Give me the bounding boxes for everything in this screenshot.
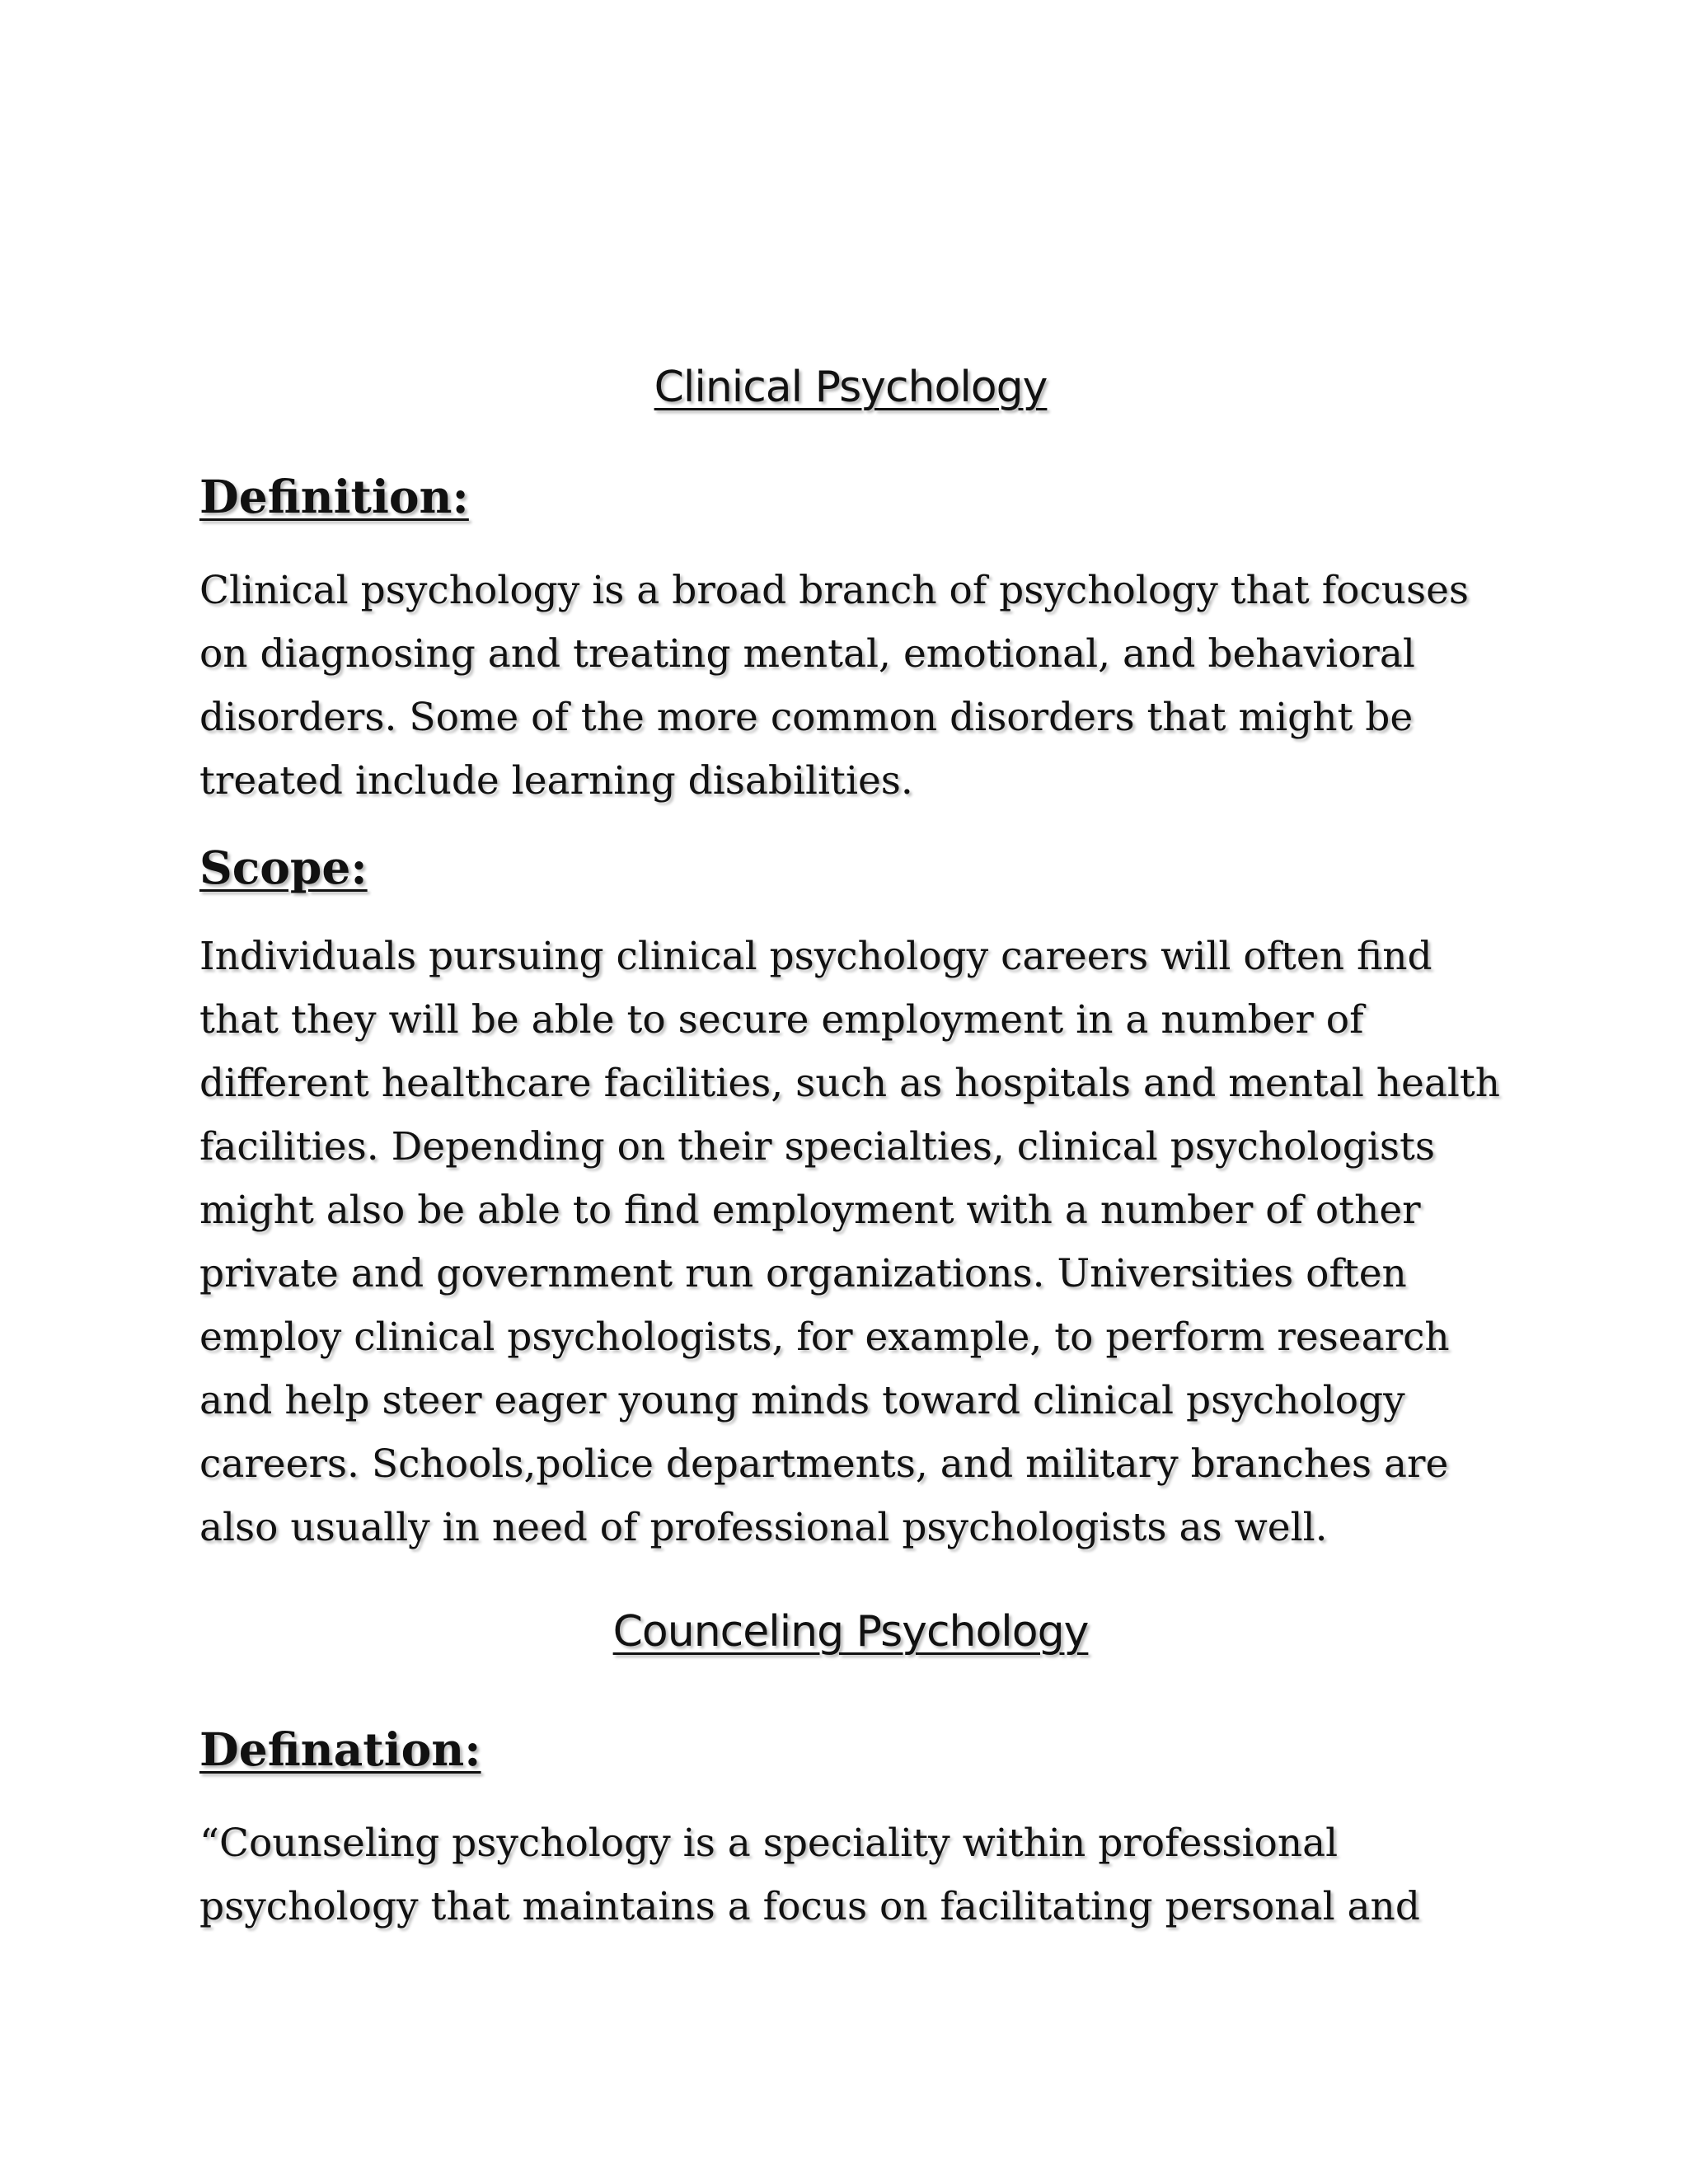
- definition-paragraph: [199, 559, 1469, 813]
- paragraph-line: disorders. Some of the more common disorders that might be: [199, 695, 1414, 740]
- paragraph-line: different healthcare facilities, such as hospitals and mental health: [199, 1061, 1501, 1106]
- definition-heading: Definition:: [199, 470, 469, 523]
- section-title-clinical-psychology: Clinical Psychology: [654, 363, 1048, 412]
- paragraph-line: that they will be able to secure employment in a number of: [199, 997, 1364, 1043]
- paragraph-line: and help steer eager young minds toward clinical psychology: [199, 1378, 1405, 1423]
- scope-paragraph: [199, 925, 1500, 1559]
- section-title-counceling-psychology: Counceling Psychology: [612, 1607, 1089, 1657]
- defination-paragraph: [199, 1811, 1420, 1938]
- paragraph-line: might also be able to find employment with a number of other: [199, 1188, 1421, 1233]
- paragraph-line: employ clinical psychologists, for example, to perform research: [199, 1315, 1450, 1360]
- paragraph-line: private and government run organizations. Universities often: [199, 1251, 1407, 1296]
- paragraph-line: Clinical psychology is a broad branch of psychology that focuses: [199, 568, 1470, 613]
- paragraph-line: treated include learning disabilities.: [199, 758, 913, 804]
- paragraph-line: facilities. Depending on their specialties, clinical psychologists: [199, 1124, 1435, 1169]
- paragraph-line: also usually in need of professional psychologists as well.: [199, 1505, 1328, 1550]
- paragraph-line: Individuals pursuing clinical psychology careers will often find: [199, 934, 1432, 979]
- paragraph-line: on diagnosing and treating mental, emotional, and behavioral: [199, 631, 1415, 677]
- paragraph-line: careers. Schools,police departments, and military branches are: [199, 1441, 1449, 1487]
- defination-heading: Defination:: [199, 1722, 481, 1776]
- paragraph-line: “Counseling psychology is a speciality within professional: [199, 1821, 1339, 1866]
- scope-heading: Scope:: [199, 841, 368, 894]
- paragraph-line: psychology that maintains a focus on facilitating personal and: [199, 1884, 1420, 1929]
